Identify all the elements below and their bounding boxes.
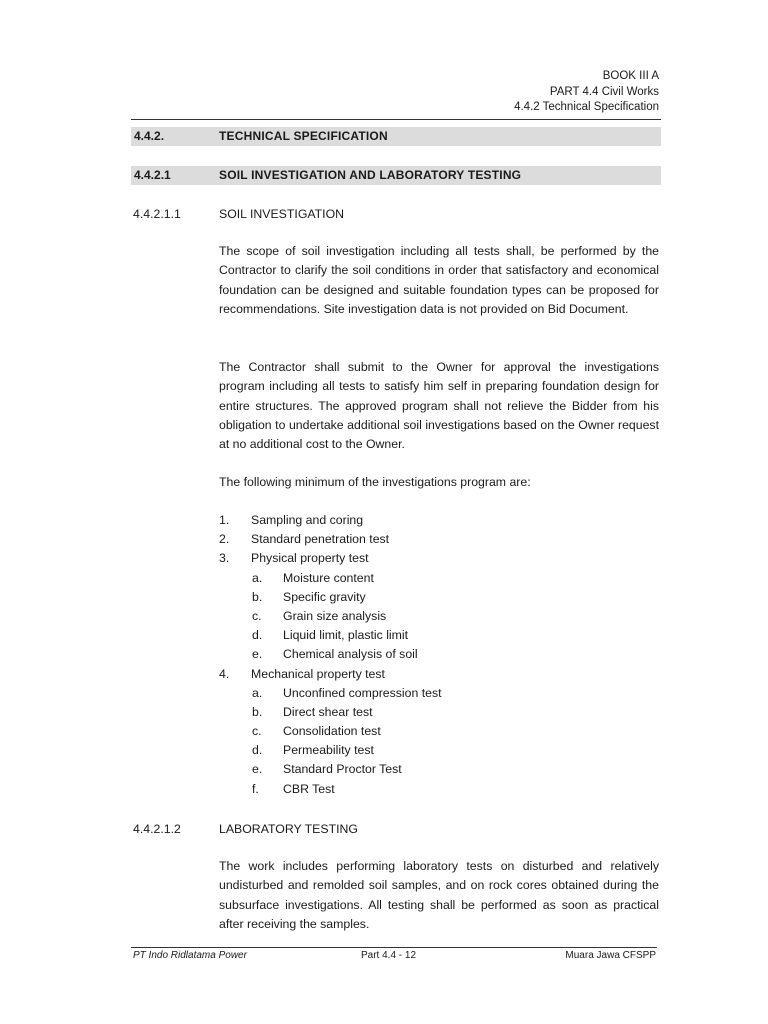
- section-heading-band: [131, 127, 661, 146]
- list-subitem: c. Grain size analysis: [252, 608, 387, 623]
- footer-company: PT Indo Ridlatama Power: [133, 950, 247, 961]
- footer-project: Muara Jawa CFSPP: [565, 950, 656, 961]
- list-subitem: e. Chemical analysis of soil: [252, 647, 418, 662]
- subsection-title: SOIL INVESTIGATION AND LABORATORY TESTING: [219, 168, 522, 182]
- list-subitem: b. Specific gravity: [252, 589, 366, 604]
- subsection-number: 4.4.2.1: [134, 168, 171, 182]
- list-item: 3. Physical property test: [219, 551, 369, 566]
- list-item: 2. Standard penetration test: [219, 532, 390, 547]
- page-header: [514, 69, 659, 116]
- list-subitem: a. Moisture content: [252, 570, 374, 585]
- list-subitem: f. CBR Test: [252, 781, 335, 796]
- list-subitem: d. Permeability test: [252, 743, 374, 758]
- list-subitem: e. Standard Proctor Test: [252, 762, 402, 777]
- header-part: PART 4.4 Civil Works: [549, 85, 659, 98]
- list-subitem: b. Direct shear test: [252, 704, 373, 719]
- list-item: 4. Mechanical property test: [219, 666, 385, 681]
- soil-paragraph-2: The Contractor shall submit to the Owner for approval the investigations program including all tests to satisfy him self in preparing foundation design for entire structures. The approved program shall not relieve the Bidder from his obligation to undertake additional soil investigations based on the Owner request at no additional cost to the Owner.: [219, 360, 659, 452]
- section-title: TECHNICAL SPECIFICATION: [219, 129, 388, 143]
- header-rule: [131, 119, 661, 120]
- header-book: BOOK III A: [602, 70, 659, 82]
- section-number: 4.4.2.: [134, 129, 165, 143]
- footer-page-number: Part 4.4 - 12: [361, 950, 417, 961]
- soil-paragraph-3: The following minimum of the investigations program are:: [219, 475, 531, 489]
- subsection-heading-band: [131, 166, 661, 185]
- soil-investigation-number: 4.4.2.1.1: [133, 207, 181, 221]
- soil-investigation-title: SOIL INVESTIGATION: [219, 207, 345, 221]
- list-subitem: c. Consolidation test: [252, 724, 381, 739]
- soil-paragraph-1: The scope of soil investigation including all tests shall, be performed by the Contractor to clarify the soil conditions in order that satisfactory and economical foundation can be designed and suitable foundation types can be proposed for recommendations. Site investigation data is not provided on Bid Document.: [219, 244, 659, 316]
- laboratory-testing-number: 4.4.2.1.2: [133, 822, 181, 836]
- lab-paragraph-1: The work includes performing laboratory tests on disturbed and relatively undisturbed and remolded soil samples, and on rock cores obtained during the subsurface investigations. All testing shall be performed as soon as practical after receiving the samples.: [219, 859, 659, 931]
- laboratory-testing-title: LABORATORY TESTING: [219, 822, 358, 836]
- list-subitem: a. Unconfined compression test: [252, 685, 442, 700]
- list-item: 1. Sampling and coring: [219, 513, 364, 527]
- investigation-program-list: [219, 511, 659, 799]
- footer-rule: [131, 947, 657, 948]
- list-subitem: d. Liquid limit, plastic limit: [252, 628, 409, 643]
- header-section: 4.4.2 Technical Specification: [514, 101, 659, 113]
